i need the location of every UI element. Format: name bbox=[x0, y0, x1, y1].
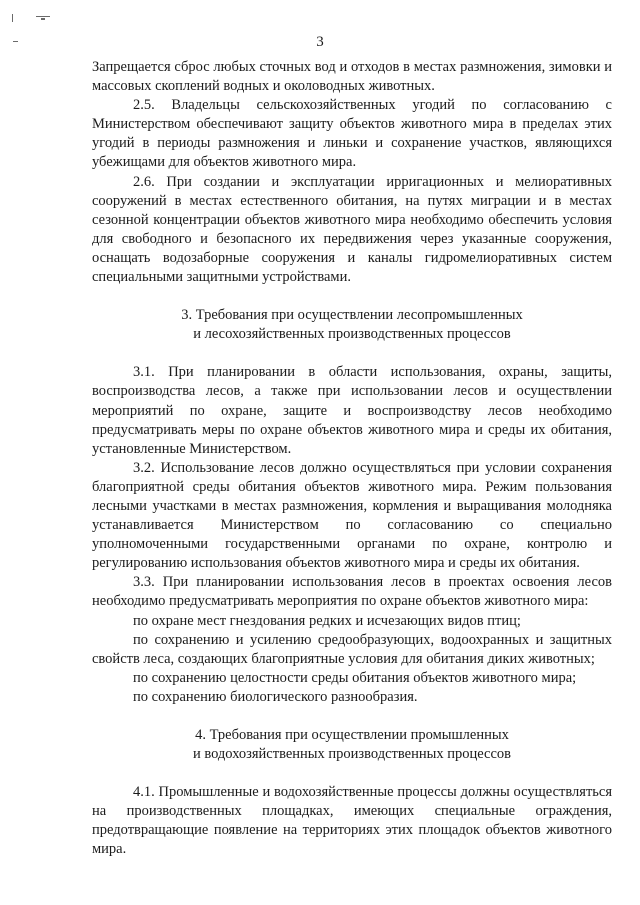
scan-artifact bbox=[41, 18, 45, 20]
document-body bbox=[92, 58, 612, 860]
paragraph-discharge-ban: Запрещается сброс любых сточных вод и отходов в местах размножения, зимовки и массовых скоплений водных и околоводных животных. bbox=[92, 59, 612, 95]
page-number: 3 bbox=[316, 34, 324, 50]
paragraph-3-1: 3.1. При планировании в области использования, охраны, защиты, воспроизводства лесов, а также при использовании лесов и осуществлении мероприятий по охране, защите и воспроизводству лесов необходимо предусматривать меры по охране объектов животного мира и среды их обитания, установленные Министерством. bbox=[92, 364, 612, 457]
section-3-heading-line-2: и лесохозяйственных производственных процессов bbox=[193, 326, 511, 343]
section-3-heading-line-1: 3. Требования при осуществлении лесопромышленных bbox=[181, 307, 523, 324]
list-item-habitat-integrity: по сохранению целостности среды обитания объектов животного мира; bbox=[133, 669, 577, 686]
scan-artifact bbox=[36, 16, 50, 17]
paragraph-2-5: 2.5. Владельцы сельскохозяйственных угодий по согласованию с Министерством обеспечивают защиту объектов животного мира в пределах этих угодий в периоды размножения и линьки и сохранение участков, являющихся убежищами для объектов животного мира. bbox=[92, 97, 612, 171]
paragraph-3-2: 3.2. Использование лесов должно осуществляться при условии сохранения благоприятной среды обитания объектов животного мира. Режим пользования лесными участками в местах размножения, кормления и выращивания молодняка устанавливается Министерством по согласованию со специально уполномоченными государственными органами по охране, контролю и регулированию использования объектов животного мира и среды их обитания. bbox=[92, 459, 612, 572]
list-item-forest-properties: по сохранению и усилению средообразующих, водоохранных и защитных свойств леса, создающих благоприятные условия для обитания диких животных; bbox=[92, 631, 612, 667]
list-item-biodiversity: по сохранению биологического разнообразия. bbox=[133, 688, 418, 705]
section-4-heading-line-2: и водохозяйственных производственных процессов bbox=[192, 746, 512, 763]
paragraph-2-6: 2.6. При создании и эксплуатации ирригационных и мелиоративных сооружений в местах естественного обитания, на путях миграции и в местах сезонной концентрации объектов животного мира необходимо обеспечить условия для свободного и безопасного их передвижения через указанные сооружения, оснащать водозаборные сооружения и каналы гидромелиоративных систем специальными защитными устройствами. bbox=[92, 173, 612, 286]
section-4-heading-line-1: 4. Требования при осуществлении промышленных bbox=[195, 727, 509, 743]
scan-artifact bbox=[12, 14, 13, 22]
paragraph-3-3: 3.3. При планировании использования лесов в проектах освоения лесов необходимо предусматривать мероприятия по охране объектов животного мира: bbox=[92, 574, 612, 610]
list-item-bird-nesting: по охране мест гнездования редких и исчезающих видов птиц; bbox=[133, 612, 521, 629]
paragraph-4-1: 4.1. Промышленные и водохозяйственные процессы должны осуществляться на производственных площадках, имеющих специальные ограждения, предотвращающие появление на территориях этих площадок объектов животного мира. bbox=[92, 784, 612, 858]
